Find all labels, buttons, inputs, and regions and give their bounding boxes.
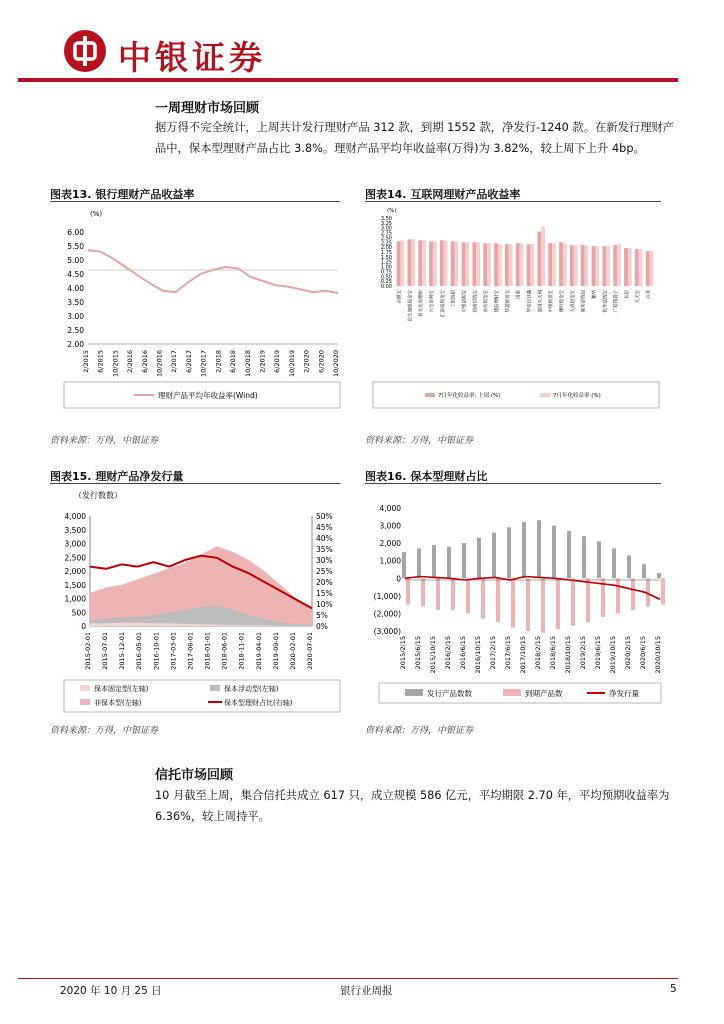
fig16-xtick-label: 2019/10/15	[609, 636, 617, 674]
fig16-ytick-label: 1,000	[379, 556, 401, 566]
fig14-category-label: 中银活期宝	[462, 290, 468, 313]
fig14-bar-lastweek	[462, 242, 466, 286]
fig14-bar-lastweek	[440, 240, 444, 286]
fig14-bar-current	[628, 248, 632, 286]
fig15-xtick-label: 2019-09-01	[271, 632, 280, 670]
fig16-bar-issued	[537, 520, 541, 578]
fig13-ytick-label: 3.50	[67, 298, 84, 307]
fig13-xtick-label: 10/2016	[155, 350, 164, 378]
figure-14-title: 图表14. 互联网理财产品收益率	[365, 188, 521, 201]
fig15-ytick-label: 4,000	[64, 512, 86, 521]
fig15-x-axis	[84, 632, 314, 670]
fig16-xtick-label: 2015/10/15	[429, 636, 437, 674]
fig13-series-line	[88, 250, 338, 293]
fig14-category-label: 汇添富现金宝	[440, 290, 446, 317]
fig15-legend-swatch-2	[80, 699, 90, 705]
fig15-y2tick-label: 25%	[316, 567, 333, 576]
fig15-xtick-label: 2015-07-01	[101, 632, 110, 670]
footer-rule	[18, 978, 678, 979]
fig14-bar-current	[650, 251, 654, 286]
fig14-category-label: 南方现金宝	[484, 290, 490, 313]
footer-page-number: 5	[670, 983, 677, 995]
fig16-bar-issued	[507, 527, 511, 578]
fig14-category-label: 工银瑞信	[451, 290, 457, 308]
figure-15-rule	[50, 483, 340, 484]
fig16-xtick-label: 2020/10/15	[654, 636, 662, 674]
fig13-xtick-label: 2/2020	[302, 350, 311, 373]
fig16-bar-issued	[492, 533, 496, 579]
fig14-ytick-label: 0.75	[380, 269, 392, 276]
fig15-y2tick-label: 50%	[316, 512, 333, 521]
fig13-xtick-label: 6/2020	[317, 350, 326, 373]
fig14-bar-current	[411, 239, 415, 286]
fig16-bar-issued	[402, 552, 406, 578]
fig16-ytick-label: (2,000)	[373, 609, 401, 619]
fig14-bar-current	[541, 227, 545, 286]
fig14-bar-lastweek	[516, 243, 520, 286]
fig15-xtick-label: 2017-08-01	[186, 632, 195, 670]
fig15-ytick-label: 500	[71, 608, 86, 618]
figure-13-rule	[50, 201, 340, 202]
fig16-bar-matured	[586, 578, 590, 622]
fig16-xtick-label: 2018/10/15	[564, 636, 572, 674]
fig14-legend-swatch-a	[425, 393, 435, 397]
fig15-xtick-label: 2020-07-01	[306, 632, 314, 670]
fig16-legend-0: 发行产品数数	[427, 689, 472, 698]
fig14-bar-current	[476, 242, 480, 286]
fig15-xtick-label: 2018-11-01	[237, 632, 246, 670]
figure-16-chart	[365, 486, 665, 716]
fig14-bar-current	[433, 241, 437, 286]
fig14-bar-current	[422, 240, 426, 286]
fig14-bar-current	[400, 240, 404, 286]
fig15-legend-2: 非保本型(左轴)	[94, 699, 142, 707]
fig14-ytick-label: 1.00	[380, 264, 392, 271]
fig14-category-label: 兴全添利宝	[429, 290, 435, 313]
footer-report-name: 银行业周报	[340, 985, 393, 997]
fig15-y2tick-label: 40%	[316, 534, 333, 543]
fig14-bar-current	[487, 243, 491, 286]
paragraph-line: 10 月截至上周，集合信托共成立 617 只，成立规模 586 亿元，平均期限 2.70 年，平均预期收益率为	[155, 789, 670, 802]
fig13-xtick-label: 6/2016	[140, 350, 149, 373]
fig16-bar-matured	[436, 578, 440, 610]
figure-15-chart	[50, 486, 345, 716]
fig13-xtick-label: 10/2017	[199, 350, 208, 378]
fig14-category-label: 华安日日鑫	[527, 290, 533, 313]
fig14-ytick-label: 3.00	[380, 225, 392, 232]
fig15-ytick-label: 1,500	[64, 580, 86, 590]
fig14-bar-current	[574, 245, 578, 286]
fig13-xtick-label: 6/2018	[229, 350, 238, 373]
fig16-ytick-label: 4,000	[379, 504, 401, 513]
fig16-ytick-label: (3,000)	[373, 627, 401, 636]
paragraph-line: 6.36%，较上周持平。	[155, 810, 270, 823]
fig16-bar-issued	[552, 526, 556, 579]
figure-15-title: 图表15. 理财产品净发行量	[50, 470, 184, 483]
fig14-bar-current	[639, 249, 643, 286]
fig15-xtick-label: 2015-12-01	[118, 632, 127, 670]
fig14-bar-lastweek	[592, 246, 596, 286]
fig13-xtick-label: 6/2019	[273, 350, 282, 373]
fig13-ytick-label: 2.50	[67, 326, 84, 335]
fig16-bar-matured	[406, 578, 410, 604]
fig13-y-axis	[67, 228, 84, 349]
paragraph-line: 品中，保本型理财产品占比 3.8%。理财产品平均年收益率(万得)为 3.82%，较上周下上升 4bp。	[155, 142, 645, 155]
fig16-bar-issued	[567, 531, 571, 578]
fig14-bar-lastweek	[570, 245, 574, 286]
fig14-bar-lastweek	[646, 251, 650, 286]
figure-16-title: 图表16. 保本型理财占比	[365, 470, 488, 483]
fig14-bar-lastweek	[451, 241, 455, 286]
fig16-bar-issued	[477, 538, 481, 578]
fig16-xtick-label: 2016/10/15	[474, 636, 482, 674]
fig14-category-label: 嘉实活钱包	[581, 290, 587, 313]
fig14-bar-current	[509, 244, 513, 286]
fig16-bar-matured	[451, 578, 455, 610]
fig14-category-label: 广发钱袋子	[614, 290, 620, 313]
fig15-legend-swatch-1	[210, 685, 220, 691]
fig14-bars	[397, 227, 654, 286]
fig14-ytick-label: 2.00	[380, 245, 392, 252]
fig13-ytick-label: 4.00	[67, 284, 84, 293]
fig15-y2tick-label: 20%	[316, 578, 333, 587]
fig16-xtick-label: 2016/2/15	[444, 636, 452, 670]
fig14-bar-current	[595, 246, 599, 286]
figure-13-chart	[50, 204, 345, 416]
fig14-bar-current	[530, 244, 534, 286]
fig13-ytick-label: 3.00	[67, 312, 84, 321]
fig16-xtick-label: 2019/6/15	[594, 636, 602, 670]
fig15-xtick-label: 2016-05-01	[135, 632, 144, 670]
fig16-bar-matured	[496, 578, 500, 622]
fig15-xtick-label: 2016-10-01	[152, 632, 161, 670]
fig14-ytick-label: 3.50	[380, 216, 392, 222]
figure-16-source: 资料来源：万得，中银证券	[365, 726, 474, 736]
fig16-legend-swatch-0	[405, 689, 423, 696]
fig14-bar-lastweek	[407, 239, 411, 286]
fig16-xtick-label: 2017/2/15	[489, 636, 497, 670]
fig16-xtick-label: 2020/6/15	[639, 636, 647, 670]
fig15-legend-3: 保本型理财占比(右轴)	[224, 699, 293, 707]
fig13-x-axis	[82, 350, 340, 377]
figure-13-title: 图表13. 银行理财产品收益率	[50, 188, 195, 201]
fig14-category-label: 天天宝	[635, 290, 641, 304]
fig15-y2tick-label: 30%	[316, 556, 333, 565]
fig16-bar-matured	[481, 578, 485, 618]
figure-16-rule	[365, 483, 661, 484]
fig14-ytick-label: 0.00	[380, 284, 392, 290]
fig14-bar-current	[617, 244, 621, 286]
fig14-bar-lastweek	[548, 243, 552, 286]
fig16-xtick-label: 2018/2/15	[534, 636, 542, 670]
header-rule	[18, 78, 678, 82]
fig13-xtick-label: 10/2020	[332, 350, 340, 378]
fig16-xtick-label: 2017/10/15	[519, 636, 527, 674]
fig14-ytick-label: 2.75	[380, 230, 392, 237]
fig15-ytick-label: 0	[81, 622, 86, 631]
footer-date: 2020 年 10 月 25 日	[60, 985, 162, 997]
fig14-bar-lastweek	[559, 242, 563, 286]
fig14-bar-current	[552, 243, 556, 286]
fig16-bar-matured	[631, 578, 635, 610]
fig13-legend-label: 理财产品平均年收益率(Wind)	[158, 391, 258, 400]
fig14-category-label: 鹏华	[592, 290, 598, 299]
section-title-trust: 信托市场回顾	[155, 768, 234, 783]
fig14-ytick-label: 0.25	[380, 279, 392, 286]
fig14-category-label: 富国天天利	[538, 290, 544, 313]
fig14-bar-lastweek	[418, 240, 422, 286]
section-title-wealth: 一周理财市场回顾	[155, 101, 260, 116]
fig14-bar-lastweek	[581, 245, 585, 286]
fig14-bar-current	[455, 241, 459, 286]
fig16-bar-issued	[447, 547, 451, 579]
fig16-bar-issued	[642, 564, 646, 578]
fig16-xtick-label: 2020/2/15	[624, 636, 632, 670]
fig16-bar-matured	[526, 578, 530, 631]
section-paragraph-trust	[155, 785, 685, 827]
fig13-ytick-label: 5.50	[67, 242, 84, 251]
fig14-bar-current	[520, 243, 524, 286]
fig16-xtick-label: 2016/6/15	[459, 636, 467, 670]
fig14-bar-current	[444, 240, 448, 286]
fig15-ytick-label: 2,000	[64, 567, 86, 576]
fig14-bar-lastweek	[613, 245, 617, 286]
fig13-ytick-label: 6.00	[67, 228, 84, 237]
fig14-ytick-label: 1.50	[380, 254, 392, 261]
fig13-xtick-label: 2/2016	[126, 350, 135, 373]
fig14-ytick-label: 2.50	[380, 235, 392, 242]
fig13-unit: (%)	[90, 210, 103, 218]
fig14-category-label: 华夏财富宝	[505, 290, 511, 313]
fig15-y2tick-label: 5%	[316, 611, 328, 620]
fig16-legend-1: 到期产品数	[525, 689, 563, 698]
fig16-legend-2: 净发行量	[609, 689, 639, 698]
bank-logo-icon	[64, 30, 106, 72]
fig16-bar-issued	[627, 555, 631, 578]
fig16-ytick-label: 0	[396, 574, 401, 584]
fig16-xtick-label: 2019/2/15	[579, 636, 587, 670]
fig15-legend-swatch-0	[80, 685, 90, 691]
fig14-category-label: 易方达易理财	[419, 290, 425, 317]
fig13-xtick-label: 2/2018	[214, 350, 223, 373]
fig13-xtick-label: 10/2015	[111, 350, 120, 378]
fig14-category-label: 银华活钱宝	[603, 290, 609, 313]
fig15-ytick-label: 1,000	[64, 594, 86, 604]
fig15-y2tick-label: 15%	[316, 589, 333, 598]
fig14-bar-lastweek	[429, 241, 433, 286]
fig14-bar-current	[585, 245, 589, 286]
fig14-bar-lastweek	[527, 244, 531, 286]
fig14-legend-a: 7日年化收益率: 上周 (%)	[438, 393, 501, 399]
fig15-y-axis-right	[316, 512, 333, 631]
fig14-bar-lastweek	[537, 232, 541, 286]
fig16-bar-matured	[571, 578, 575, 625]
fig16-xtick-label: 2018/6/15	[549, 636, 557, 670]
fig16-ytick-label: 3,000	[379, 521, 401, 531]
fig14-bar-current	[465, 242, 469, 286]
fig14-category-label: 建信理财宝	[494, 290, 500, 313]
fig16-bar-matured	[616, 578, 620, 613]
fig14-category-label: 中银财富宝	[549, 290, 555, 313]
fig14-ytick-label: 3.25	[380, 220, 392, 227]
fig16-bar-issued	[612, 548, 616, 578]
fig16-ytick-label: (1,000)	[373, 591, 401, 601]
fig15-legend-0: 保本固定型(左轴)	[94, 685, 149, 693]
fig13-xtick-label: 10/2019	[287, 350, 296, 378]
fig14-x-axis	[395, 290, 651, 322]
fig15-ytick-label: 2,500	[64, 553, 86, 563]
fig14-category-label: 兴业	[646, 290, 652, 299]
fig14-category-label: 长信	[624, 290, 630, 299]
fig13-ytick-label: 2.00	[67, 340, 84, 349]
fig16-bar-issued	[657, 573, 661, 578]
fig14-ytick-label: 0.50	[380, 274, 392, 281]
fig15-y2tick-label: 10%	[316, 600, 333, 609]
fig15-xtick-label: 2018-06-01	[220, 632, 229, 670]
fig15-y-axis-left	[65, 512, 87, 631]
fig15-unit: （发行数数）	[74, 491, 122, 500]
fig16-bar-matured	[511, 578, 515, 627]
fig16-bar-matured	[541, 578, 545, 632]
fig14-y-axis	[381, 216, 392, 290]
fig15-ytick-label: 3,500	[64, 525, 86, 535]
fig14-bar-lastweek	[505, 244, 509, 286]
fig13-xtick-label: 2/2015	[82, 350, 90, 373]
fig14-bar-lastweek	[483, 243, 487, 286]
fig16-bar-issued	[582, 536, 586, 578]
fig13-xtick-label: 2/2019	[258, 350, 267, 373]
fig14-legend-swatch-b	[540, 393, 550, 397]
fig14-bar-lastweek	[624, 248, 628, 286]
fig16-bar-matured	[421, 578, 425, 606]
fig14-ytick-label: 2.25	[380, 240, 392, 247]
fig13-xtick-label: 10/2018	[243, 350, 252, 378]
fig14-bar-current	[498, 244, 502, 286]
fig16-bar-matured	[556, 578, 560, 629]
fig15-xtick-label: 2015-02-01	[84, 632, 92, 670]
fig13-xtick-label: 6/2017	[184, 350, 193, 373]
fig14-bar-lastweek	[635, 249, 639, 286]
fig14-legend-b: 7日年化收益率 (%)	[553, 393, 601, 399]
fig14-category-label: 大成现金宝	[570, 290, 576, 313]
fig15-xtick-label: 2019-04-01	[254, 632, 263, 670]
fig15-y2tick-label: 35%	[316, 545, 333, 554]
fig16-xtick-label: 2015/6/15	[414, 636, 422, 670]
fig13-ytick-label: 5.00	[67, 256, 84, 265]
fig14-ytick-label: 1.75	[380, 250, 392, 256]
fig15-ytick-label: 3,000	[64, 539, 86, 549]
fig16-bar-issued	[462, 543, 466, 578]
fig15-xtick-label: 2018-01-01	[203, 632, 212, 670]
fig13-xtick-label: 6/2015	[96, 350, 105, 373]
figure-14-source: 资料来源：万得，中银证券	[365, 436, 474, 446]
fig16-ytick-label: 2,000	[379, 539, 401, 549]
fig14-bar-current	[563, 243, 567, 286]
fig16-bar-issued	[597, 541, 601, 578]
fig15-legend-1: 保本浮动型(左轴)	[224, 685, 279, 693]
fig14-category-label: 余额宝	[397, 290, 403, 304]
fig15-xtick-label: 2017-03-01	[169, 632, 178, 670]
fig16-bar-matured	[661, 578, 665, 604]
fig14-bar-lastweek	[397, 241, 401, 286]
fig16-bar-issued	[417, 548, 421, 578]
fig14-unit: (%)	[387, 208, 397, 214]
figure-14-rule	[365, 201, 661, 202]
fig14-category-label: 博时现金宝	[559, 290, 565, 313]
fig14-ytick-label: 1.25	[380, 259, 392, 266]
fig15-xtick-label: 2020-02-01	[288, 632, 297, 670]
fig16-y-axis	[374, 504, 402, 636]
figure-15-source: 资料来源：万得，中银证券	[50, 726, 159, 736]
fig14-bar-lastweek	[494, 243, 498, 286]
figure-13-source: 资料来源：万得，中银证券	[50, 436, 159, 446]
fig16-bar-issued	[432, 545, 436, 578]
fig14-category-label: 国泰	[516, 290, 522, 299]
fig16-xtick-label: 2017/6/15	[504, 636, 512, 670]
fig15-y2tick-label: 0%	[316, 622, 328, 631]
brand-name: 中银证券	[118, 38, 266, 77]
fig16-x-axis	[399, 636, 662, 673]
fig16-legend-swatch-1	[503, 689, 521, 696]
fig14-category-label: 招商招钱宝	[473, 290, 479, 313]
fig14-bar-lastweek	[602, 246, 606, 286]
fig14-bar-current	[606, 246, 610, 286]
fig16-bar-matured	[466, 578, 470, 613]
fig16-bar-issued	[522, 522, 526, 578]
figure-14-chart	[365, 204, 665, 416]
fig14-category-label: 民生加银现金宝	[408, 290, 414, 322]
paragraph-line: 据万得不完全统计，上周共计发行理财产品 312 款，到期 1552 款，净发行-1240 款。在新发行理财产	[155, 121, 675, 134]
section-paragraph-wealth	[155, 117, 685, 159]
fig14-bar-lastweek	[472, 242, 476, 286]
fig16-xtick-label: 2015/2/15	[399, 636, 407, 670]
fig13-xtick-label: 2/2017	[170, 350, 179, 373]
fig15-y2tick-label: 45%	[316, 523, 333, 532]
fig13-ytick-label: 4.50	[67, 270, 84, 279]
fig14-legend-box	[373, 382, 659, 408]
